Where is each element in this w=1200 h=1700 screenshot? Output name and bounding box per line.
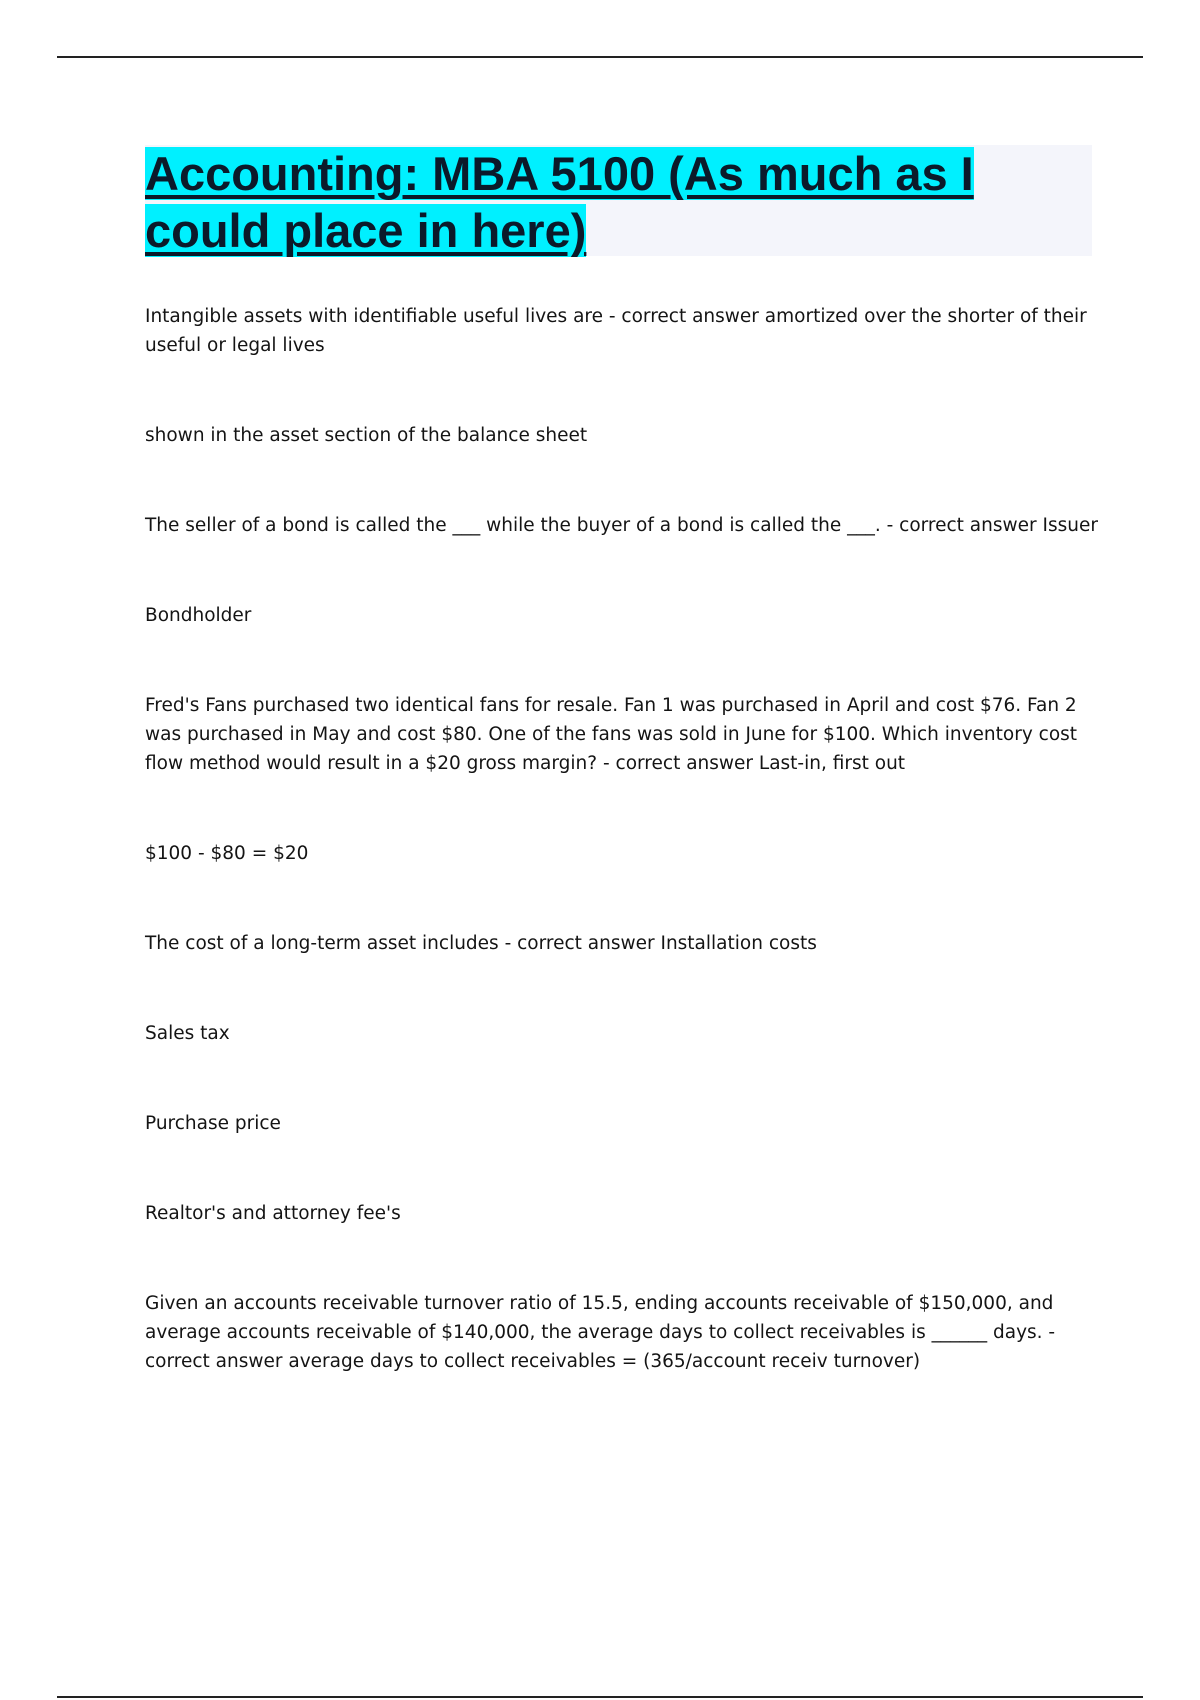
top-rule <box>57 56 1143 58</box>
paragraph: Purchase price <box>145 1113 281 1134</box>
bottom-rule <box>57 1696 1143 1698</box>
paragraph: Intangible assets with identifiable useful lives are - correct answer amortized over the shorter of their useful or legal lives <box>145 306 1087 356</box>
document-body <box>145 302 1100 1437</box>
title-block <box>145 145 1092 256</box>
paragraph: Given an accounts receivable turnover ratio of 15.5, ending accounts receivable of $150,000, and average accounts receivable of $140,000, the average days to collect receivables is ______ days. - correct answer average days to collect receivables = (365/account receiv turnover) <box>145 1293 1056 1372</box>
paragraph: Sales tax <box>145 1023 230 1044</box>
paragraph: The cost of a long-term asset includes - correct answer Installation costs <box>145 933 817 954</box>
paragraph: The seller of a bond is called the ___ while the buyer of a bond is called the ___. - correct answer Issuer <box>145 515 1098 536</box>
paragraph: Bondholder <box>145 605 252 626</box>
paragraph: shown in the asset section of the balance sheet <box>145 425 588 446</box>
paragraph: Fred's Fans purchased two identical fans for resale. Fan 1 was purchased in April and cost $76. Fan 2 was purchased in May and cost $80. One of the fans was sold in June for $100. Which inventory cost flow method would result in a $20 gross margin? - correct answer Last-in, first out <box>145 695 1078 774</box>
document-title <box>145 145 1092 259</box>
document-title-text: Accounting: MBA 5100 (As much as I could place in here) <box>145 147 974 257</box>
paragraph: Realtor's and attorney fee's <box>145 1203 401 1224</box>
paragraph: $100 - $80 = $20 <box>145 843 309 864</box>
